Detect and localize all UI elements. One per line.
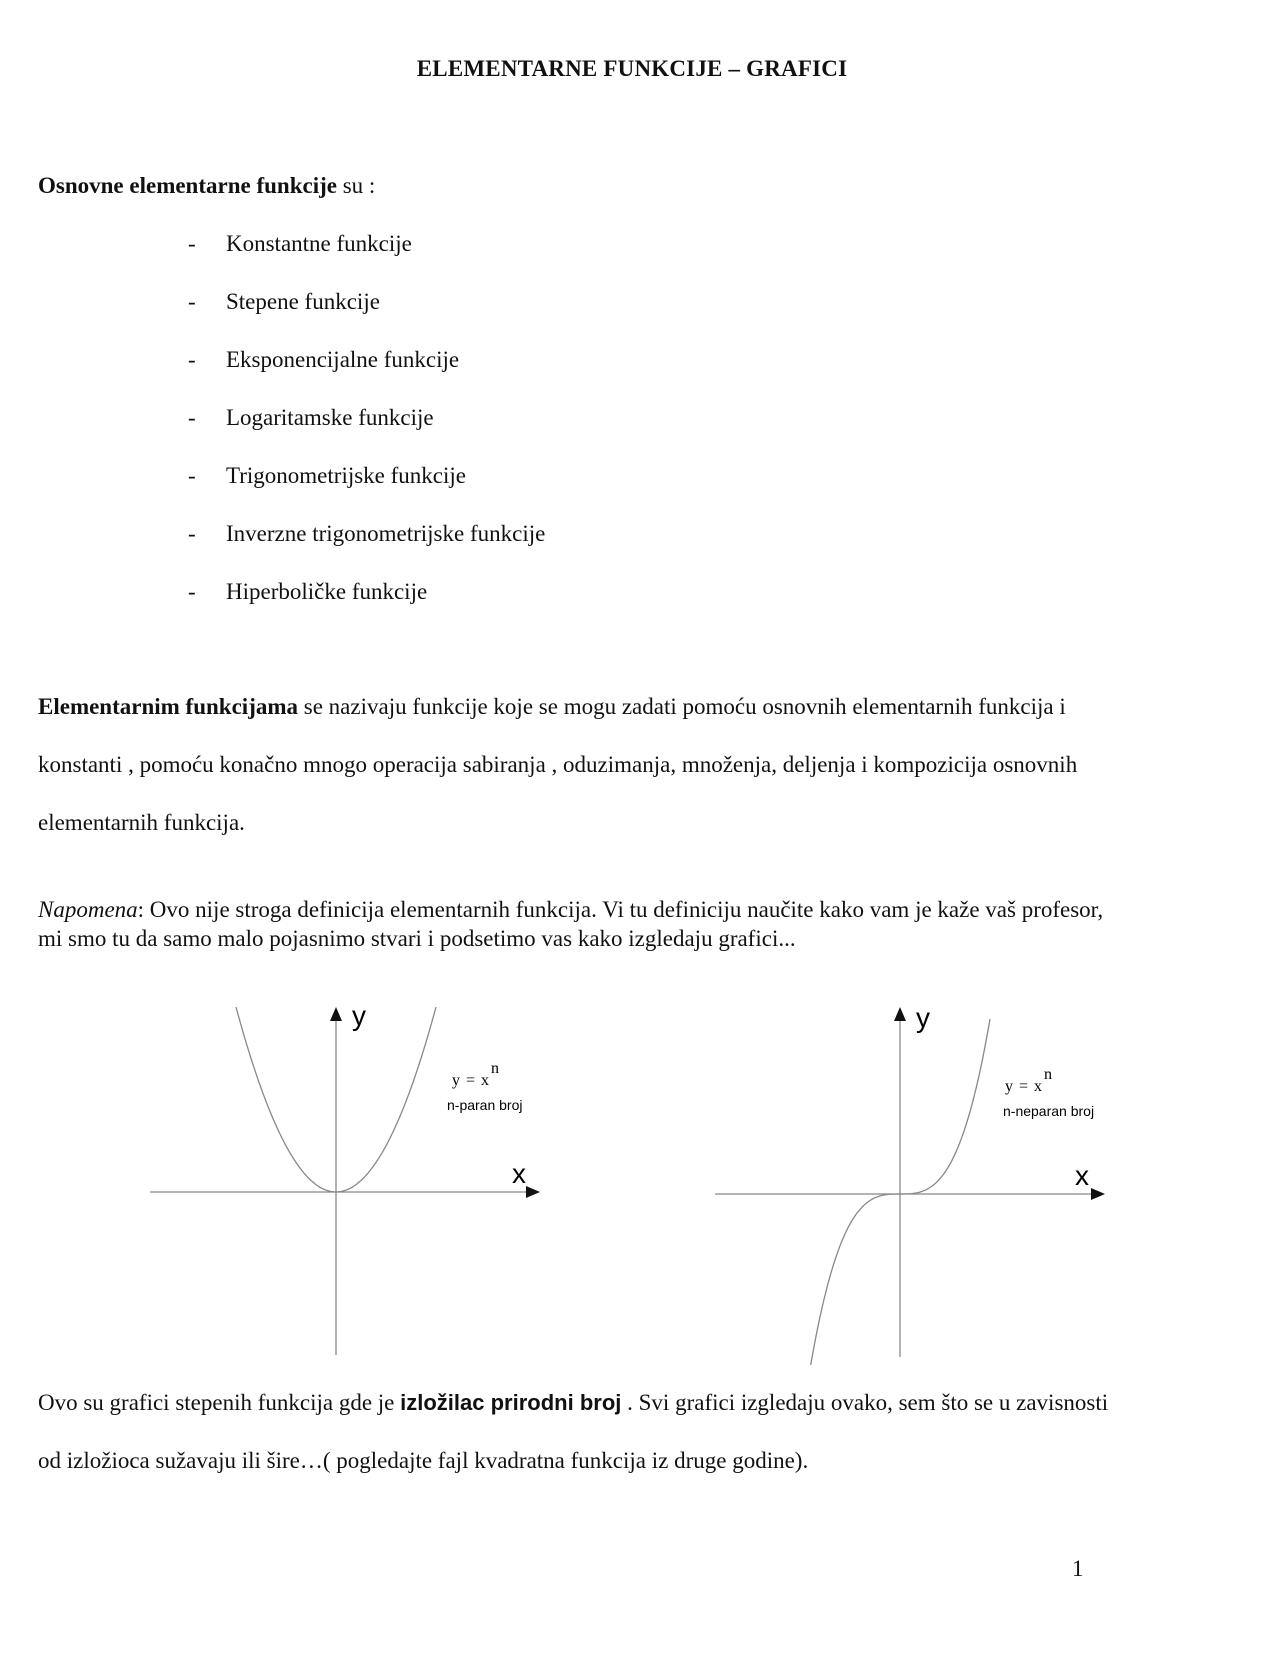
list-item-label: Stepene funkcije (226, 289, 380, 314)
list-item-label: Eksponencijalne funkcije (226, 347, 460, 372)
formula-exponent: n (491, 1060, 500, 1077)
conclusion-pre: Ovo su grafici stepenih funkcija gde je (38, 1390, 401, 1415)
conclusion-post: . Svi grafici izgledaju ovako, sem što se u zavisnosti (621, 1390, 1109, 1415)
odd-power-graph (705, 995, 1105, 1365)
formula-base: x (1034, 1078, 1043, 1095)
x-axis-arrow (526, 1186, 540, 1198)
definition-line-3: elementarnih funkcija. (38, 810, 245, 835)
list-item (188, 229, 412, 259)
list-item (188, 519, 545, 549)
formula-base: x (481, 1072, 490, 1089)
formula-lhs: y (1005, 1078, 1013, 1095)
list-item (188, 345, 459, 375)
y-axis-label: y (352, 1000, 366, 1031)
list-marker: - (188, 405, 196, 430)
list-item-label: Hiperboličke funkcije (226, 579, 428, 604)
definition-line-2: konstanti , pomoću konačno mnogo operacija sabiranja , oduzimanja, množenja, deljenja i kompozicija osnovnih (38, 752, 1078, 777)
graph-caption: n-neparan broj (1003, 1103, 1095, 1119)
list-marker: - (188, 579, 196, 604)
list-item (188, 403, 434, 433)
x-axis-arrow (1091, 1188, 1105, 1200)
formula (1005, 1066, 1052, 1095)
formula-lhs: y (452, 1072, 460, 1089)
intro-rest: su : (336, 173, 376, 198)
graph-caption: n-paran broj (447, 1097, 523, 1113)
page-number: 1 (1072, 1556, 1084, 1581)
list-marker: - (188, 521, 196, 546)
list-marker: - (188, 347, 196, 372)
formula-eq: = (466, 1072, 476, 1089)
list-marker: - (188, 463, 196, 488)
y-axis-arrow (894, 1007, 906, 1021)
list-item (188, 577, 427, 607)
note-line1-rest: : Ovo nije stroga definicija elementarnih funkcija. Vi tu definiciju naučite kako vam je kaže vaš profesor, (137, 897, 1104, 922)
list-item-label: Inverzne trigonometrijske funkcije (226, 521, 546, 546)
formula-eq: = (1019, 1078, 1029, 1095)
definition-line1-rest: se nazivaju funkcije koje se mogu zadati pomoću osnovnih elementarnih funkcija i (298, 694, 1066, 719)
conclusion-line-1 (38, 1388, 1108, 1418)
x-axis-label: x (512, 1158, 526, 1189)
conclusion-line-2: od izložioca sužavaju ili šire…( pogledajte fajl kvadratna funkcija iz druge godine). (38, 1448, 809, 1473)
list-item (188, 461, 466, 491)
even-power-graph (140, 995, 540, 1365)
y-axis-arrow (330, 1007, 342, 1021)
conclusion-bold: izložilac prirodni broj (400, 1390, 622, 1415)
intro-paragraph (38, 171, 375, 201)
list-item-label: Logaritamske funkcije (226, 405, 434, 430)
formula (452, 1060, 499, 1089)
list-marker: - (188, 231, 196, 256)
list-marker: - (188, 289, 196, 314)
y-axis-label: y (916, 1002, 930, 1033)
note-label: Napomena (38, 897, 138, 922)
definition-bold: Elementarnim funkcijama (38, 694, 299, 719)
intro-bold: Osnovne elementarne funkcije (38, 173, 337, 198)
note-line-2: mi smo tu da samo malo pojasnimo stvari i podsetimo vas kako izgledaju grafici... (38, 926, 796, 951)
list-item (188, 287, 380, 317)
x-axis-label: x (1075, 1160, 1089, 1191)
list-item-label: Trigonometrijske funkcije (226, 463, 466, 488)
list-item-label: Konstantne funkcije (226, 231, 412, 256)
page-title: ELEMENTARNE FUNKCIJE – GRAFICI (416, 56, 848, 81)
definition-line-1 (38, 692, 1066, 722)
note-line-1 (38, 895, 1103, 925)
formula-exponent: n (1044, 1066, 1053, 1083)
